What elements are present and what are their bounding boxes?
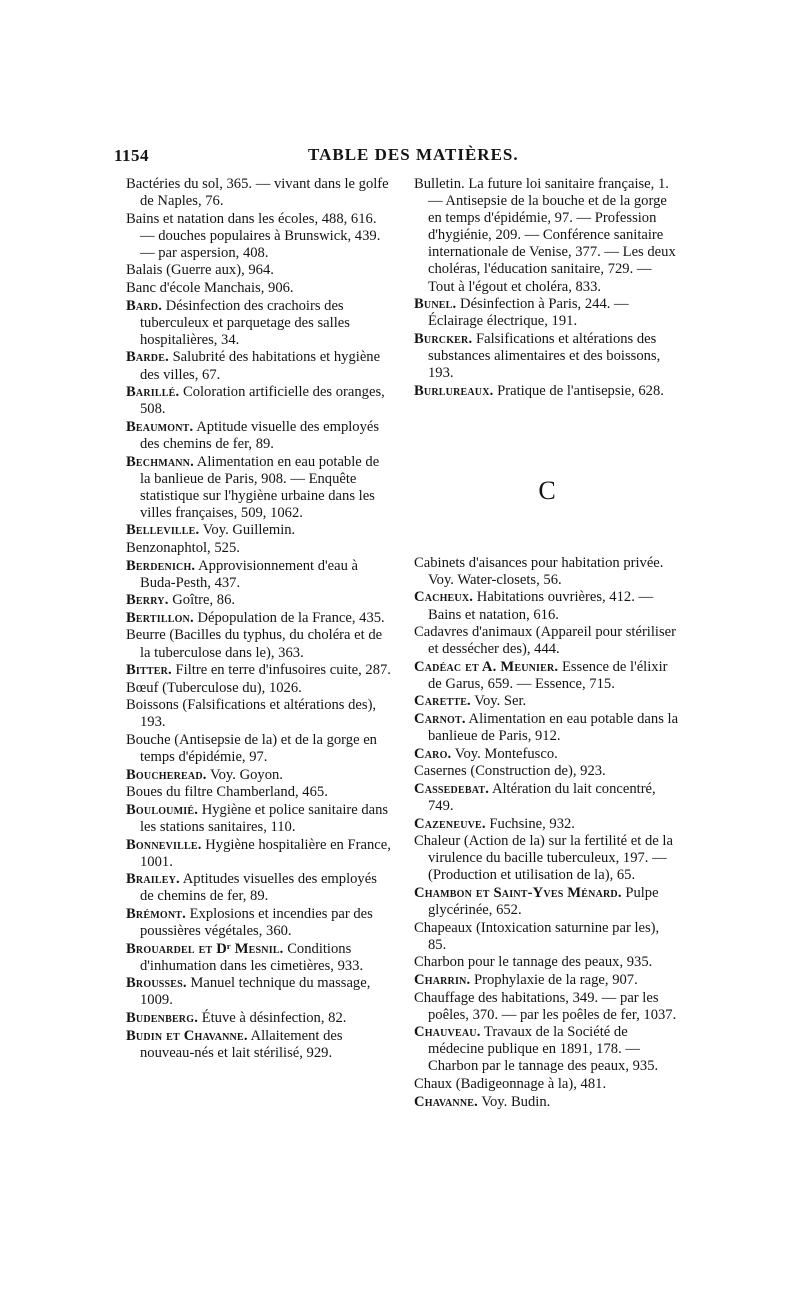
index-entry-author: Bertillon. xyxy=(126,609,194,626)
index-entry xyxy=(414,624,680,658)
index-entry-author: Berry. xyxy=(126,592,169,609)
index-entry-author: Belleville. xyxy=(126,522,200,539)
index-entry xyxy=(414,920,680,954)
index-entry-text: Voy. Ser. xyxy=(470,693,527,710)
index-entry-text: Allaitement des nouveau-nés et lait stérilisé, 929. xyxy=(140,1027,343,1061)
index-entry-author: Burcker. xyxy=(414,330,473,347)
index-entry-author: Boucheread. xyxy=(126,766,207,783)
index-entry-text: Désinfection à Paris, 244. — Éclairage électrique, 191. xyxy=(428,296,629,330)
index-entry-text: Chaleur (Action de la) sur la fertilité et de la virulence du bacille tuberculeux, 197. — (Production et utilisation de la), 65. xyxy=(414,833,673,884)
index-entry-author: Berdenich. xyxy=(126,557,196,574)
index-entry-text: Casernes (Construction de), 923. xyxy=(414,763,606,780)
index-entry-author: Barde. xyxy=(126,349,169,366)
index-entry xyxy=(414,711,680,745)
index-entry-author: Brémont. xyxy=(126,905,186,922)
index-entry-text: Chaux (Badigeonnage à la), 481. xyxy=(414,1076,607,1093)
index-entry-author: Brouardel et Dʳ Mesnil. xyxy=(126,940,284,957)
index-entry-text: Benzonaphtol, 525. xyxy=(126,539,240,556)
index-entry xyxy=(414,954,680,971)
index-entry-text: Pulpe glycérinée, 652. xyxy=(428,885,659,919)
index-entry xyxy=(414,972,680,989)
index-entry xyxy=(126,767,392,784)
index-entry-author: Beaumont. xyxy=(126,418,194,435)
index-entry xyxy=(126,454,392,522)
index-entry-author: Bonneville. xyxy=(126,836,202,853)
index-entry-author: Chambon et Saint-Yves Ménard. xyxy=(414,885,622,901)
index-entry xyxy=(414,990,680,1024)
index-entry-text: Chapeaux (Intoxication saturnine par les), 85. xyxy=(414,919,660,953)
index-section-c xyxy=(414,555,680,1111)
index-entry-author: Caro. xyxy=(414,745,452,762)
index-entry xyxy=(126,906,392,940)
index-entry xyxy=(414,176,680,296)
index-entry-text: Bactéries du sol, 365. — vivant dans le golfe de Naples, 76. xyxy=(126,176,389,210)
index-entry-text: Altération du lait concentré, 749. xyxy=(428,780,656,815)
index-entry-text: Conditions d'inhumation dans les cimetières, 933. xyxy=(140,940,364,974)
index-entry-text: Alimentation en eau potable de la banlieue de Paris, 908. — Enquête statistique sur l'hygiène urbaine dans les villes françaises, 509, 1062. xyxy=(140,453,380,521)
index-entry xyxy=(126,732,392,766)
index-entry xyxy=(126,419,392,453)
index-entry xyxy=(414,383,680,400)
index-entry-text: Étuve à désinfection, 82. xyxy=(198,1010,347,1026)
index-column-right xyxy=(414,176,680,1111)
index-entry xyxy=(126,837,392,871)
index-entry-author: Brousses. xyxy=(126,975,187,992)
index-entry-author: Chauveau. xyxy=(414,1024,481,1041)
index-entry-author: Chavanne. xyxy=(414,1093,478,1110)
index-entry-author: Cacheux. xyxy=(414,589,474,606)
index-entry-text: Charbon pour le tannage des peaux, 935. xyxy=(414,954,653,971)
index-entry xyxy=(414,781,680,815)
index-entry xyxy=(414,746,680,763)
index-entry xyxy=(126,802,392,836)
index-entry-author: Barillé. xyxy=(126,384,180,401)
index-entry-text: Voy. Montefusco. xyxy=(451,745,558,762)
index-entry-text: Manuel technique du massage, 1009. xyxy=(140,975,371,1009)
index-entry-text: Chauffage des habitations, 349. — par les poêles, 370. — par les poêles de fer, 1037. xyxy=(414,989,677,1023)
index-entry-text: Hygiène hospitalière en France, 1001. xyxy=(140,836,391,870)
index-entry xyxy=(126,662,392,679)
index-entry xyxy=(126,298,392,349)
index-entry-text: Désinfection des crachoirs des tuberculeux et parquetage des salles hospitalières, 34. xyxy=(140,297,350,348)
index-entry xyxy=(414,693,680,710)
index-entry xyxy=(126,610,392,627)
index-entry xyxy=(126,1028,392,1062)
index-entry-text: Boues du filtre Chamberland, 465. xyxy=(126,784,328,801)
index-entry-text: Bouche (Antisepsie de la) et de la gorge en temps d'épidémie, 97. xyxy=(126,732,377,766)
section-letter-heading: C xyxy=(538,475,556,505)
index-entry-text: Falsifications et altérations des substances alimentaires et des boissons, 193. xyxy=(428,330,661,382)
index-entry-text: Goître, 86. xyxy=(168,592,236,609)
index-entry-text: Alimentation en eau potable dans la banlieue de Paris, 912. xyxy=(428,711,679,745)
index-entry xyxy=(126,349,392,383)
index-entry-text: Beurre (Bacilles du typhus, du choléra et de la tuberculose dans le), 363. xyxy=(126,627,383,661)
index-entry xyxy=(126,941,392,975)
index-entry-author: Carnot. xyxy=(414,711,466,728)
index-entry-text: Habitations ouvrières, 412. — Bains et natation, 616. xyxy=(428,589,654,623)
index-entry-text: Aptitudes visuelles des employés de chemins de fer, 89. xyxy=(140,871,377,905)
index-entry xyxy=(126,680,392,697)
index-entry xyxy=(126,592,392,609)
index-entry xyxy=(414,659,680,693)
index-entry-text: Coloration artificielle des oranges, 508. xyxy=(140,384,385,418)
index-entry xyxy=(126,384,392,418)
index-entry-text: Bœuf (Tuberculose du), 1026. xyxy=(126,679,302,696)
index-entry xyxy=(126,784,392,801)
index-column-left xyxy=(126,176,392,1062)
index-entry-text: Prophylaxie de la rage, 907. xyxy=(470,971,638,988)
index-entry-text: Approvisionnement d'eau à Buda-Pesth, 437. xyxy=(140,557,358,591)
index-entry-author: Bitter. xyxy=(126,662,172,679)
index-entry xyxy=(126,558,392,592)
index-entry xyxy=(126,540,392,557)
index-entry xyxy=(126,975,392,1009)
index-entry-text: Banc d'école Manchais, 906. xyxy=(126,280,294,297)
index-entry xyxy=(126,280,392,297)
index-entry xyxy=(126,871,392,905)
index-entry-text: Bulletin. La future loi sanitaire française, 1. — Antisepsie de la bouche et de la gorge en temps d'épidémie, 97. — Profession d'hygiénie, 209. — Conférence sanitaire internationale de Venise, 377. — Les deux choléras, l'éducation sanitaire, 729. — Tout à l'égout et choléra, 833. xyxy=(414,176,676,295)
index-entry xyxy=(414,816,680,833)
index-entry-author: Cassedebat. xyxy=(414,780,490,797)
index-entry xyxy=(414,763,680,780)
index-entry-text: Balais (Guerre aux), 964. xyxy=(126,262,274,279)
index-entry xyxy=(126,211,392,262)
index-entry xyxy=(126,1010,392,1027)
index-entry-text: Essence de l'élixir de Garus, 659. — Essence, 715. xyxy=(428,658,668,692)
index-entry-author: Bouloumié. xyxy=(126,801,199,818)
index-entry xyxy=(414,331,680,382)
index-entry-author: Cazeneuve. xyxy=(414,815,486,832)
index-entry xyxy=(126,697,392,731)
index-entry-text: Cadavres d'animaux (Appareil pour stériliser et dessécher des), 444. xyxy=(414,624,676,658)
index-entry-author: Budenberg. xyxy=(126,1010,199,1026)
index-entry-text: Cabinets d'aisances pour habitation privée. Voy. Water-closets, 56. xyxy=(414,554,664,588)
index-entry xyxy=(126,262,392,279)
index-entry-author: Budin et Chavanne. xyxy=(126,1027,248,1044)
index-entry-text: Filtre en terre d'infusoires cuite, 287. xyxy=(171,662,391,679)
index-entry xyxy=(126,627,392,661)
index-entry-text: Fuchsine, 932. xyxy=(485,815,575,832)
page-number: 1154 xyxy=(114,146,150,165)
index-entry-text: Explosions et incendies par des poussières végétales, 360. xyxy=(140,905,373,940)
index-entry-text: Voy. Guillemin. xyxy=(199,522,296,539)
index-entry xyxy=(126,522,392,539)
index-entry-author: Cadéac et A. Meunier. xyxy=(414,658,559,675)
index-entry-text: Salubrité des habitations et hygiène des villes, 67. xyxy=(140,349,381,383)
index-section-b-continued xyxy=(414,176,680,400)
index-entry xyxy=(126,176,392,210)
index-entry xyxy=(414,296,680,330)
index-entry-text: Bains et natation dans les écoles, 488, 616. — douches populaires à Brunswick, 439. — par aspersion, 408. xyxy=(126,210,381,261)
index-entry-author: Brailey. xyxy=(126,871,180,888)
index-entry-text: Boissons (Falsifications et altérations des), 193. xyxy=(126,697,377,731)
index-entry-text: Travaux de la Société de médecine publique en 1891, 178. — Charbon par le tannage des peaux, 935. xyxy=(428,1024,659,1075)
index-entry-author: Carette. xyxy=(414,693,471,710)
index-entry xyxy=(414,589,680,623)
index-entry-text: Voy. Goyon. xyxy=(206,766,283,783)
index-entry-text: Aptitude visuelle des employés des chemins de fer, 89. xyxy=(140,418,380,452)
index-entry xyxy=(414,833,680,884)
index-entry-author: Charrin. xyxy=(414,971,471,988)
index-entry-author: Bard. xyxy=(126,297,163,314)
index-entry-text: Dépopulation de la France, 435. xyxy=(193,609,385,626)
index-entry xyxy=(414,555,680,589)
index-entry xyxy=(414,885,680,919)
index-entry-text: Hygiène et police sanitaire dans les stations sanitaires, 110. xyxy=(140,801,389,835)
index-entry-author: Bechmann. xyxy=(126,453,194,470)
index-entry-text: Pratique de l'antisepsie, 628. xyxy=(493,382,664,399)
index-entry xyxy=(414,1024,680,1075)
index-entry-author: Bunel. xyxy=(414,296,457,313)
index-entry xyxy=(414,1094,680,1111)
index-entry-text: Voy. Budin. xyxy=(477,1093,551,1110)
index-entry-author: Burlureaux. xyxy=(414,382,494,399)
index-entry xyxy=(414,1076,680,1093)
running-head: TABLE DES MATIÈRES. xyxy=(308,145,519,164)
